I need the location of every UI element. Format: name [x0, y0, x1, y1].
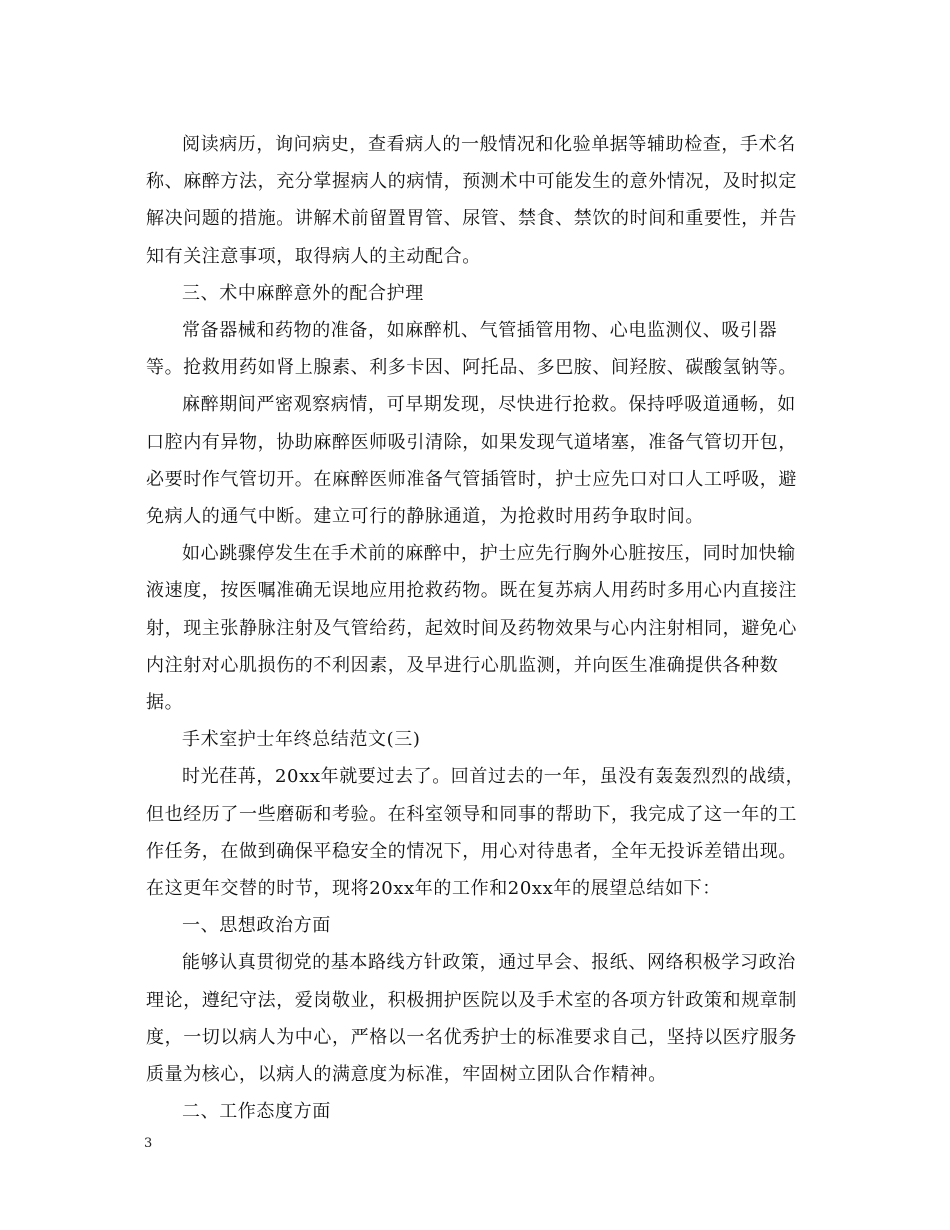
paragraph-year-review: 时光荏苒，20xx年就要过去了。回首过去的一年，虽没有轰轰烈烈的战绩，但也经历了一些磨砺和考验。在科室领导和同事的帮助下，我完成了这一年的工作任务，在做到确保平稳安全的情况下，用心对待患者，全年无投诉差错出现。在这更年交替的时节，现将20xx年的工作和20xx年的展望总结如下： — [146, 766, 805, 900]
paragraph-preop-visit: 阅读病历，询问病史，查看病人的一般情况和化验单据等辅助检查，手术名称、麻醉方法，充分掌握病人的病情，预测术中可能发生的意外情况，及时拟定解决问题的措施。讲解术前留置胃管、尿管、禁食、禁饮的时间和重要性，并告知有关注意事项，取得病人的主动配合。 — [146, 134, 797, 267]
paragraph-equipment-prep: 常备器械和药物的准备，如麻醉机、气管插管用物、心电监测仪、吸引器等。抢救用药如肾上腺素、利多卡因、阿托品、多巴胺、间羟胺、碳酸氢钠等。 — [146, 320, 797, 379]
heading-anesthesia-accident: 三、术中麻醉意外的配合护理 — [182, 282, 424, 304]
heading-work-attitude: 二、工作态度方面 — [182, 1101, 331, 1123]
document-body — [146, 126, 806, 1130]
page-number: 3 — [144, 1136, 153, 1151]
paragraph-political-thought: 能够认真贯彻党的基本路线方针政策，通过早会、报纸、网络积极学习政治理论，遵纪守法，爱岗敬业，积极拥护医院以及手术室的各项方针政策和规章制度，一切以病人为中心，严格以一名优秀护士的标准要求自己，坚持以医疗服务质量为核心，以病人的满意度为标准，牢固树立团队合作精神。 — [146, 952, 797, 1086]
heading-political-thought: 一、思想政治方面 — [182, 915, 331, 937]
paragraph-cardiac-arrest: 如心跳骤停发生在手术前的麻醉中，护士应先行胸外心脏按压，同时加快输液速度，按医嘱准确无误地应用抢救药物。既在复苏病人用药时多用心内直接注射，现主张静脉注射及气管给药，起效时间及药物效果与心内注射相同，避免心内注射对心肌损伤的不利因素，及早进行心肌监测，并向医生准确提供各种数据。 — [146, 543, 797, 714]
paragraph-observation: 麻醉期间严密观察病情，可早期发现，尽快进行抢救。保持呼吸道通畅，如口腔内有异物，协助麻醉医师吸引清除，如果发现气道堵塞，准备气管切开包，必要时作气管切开。在麻醉医师准备气管插管时，护士应先口对口人工呼吸，避免病人的通气中断。建立可行的静脉通道，为抢救时用药争取时间。 — [146, 394, 797, 528]
heading-year-end-summary: 手术室护士年终总结范文(三) — [182, 729, 421, 751]
